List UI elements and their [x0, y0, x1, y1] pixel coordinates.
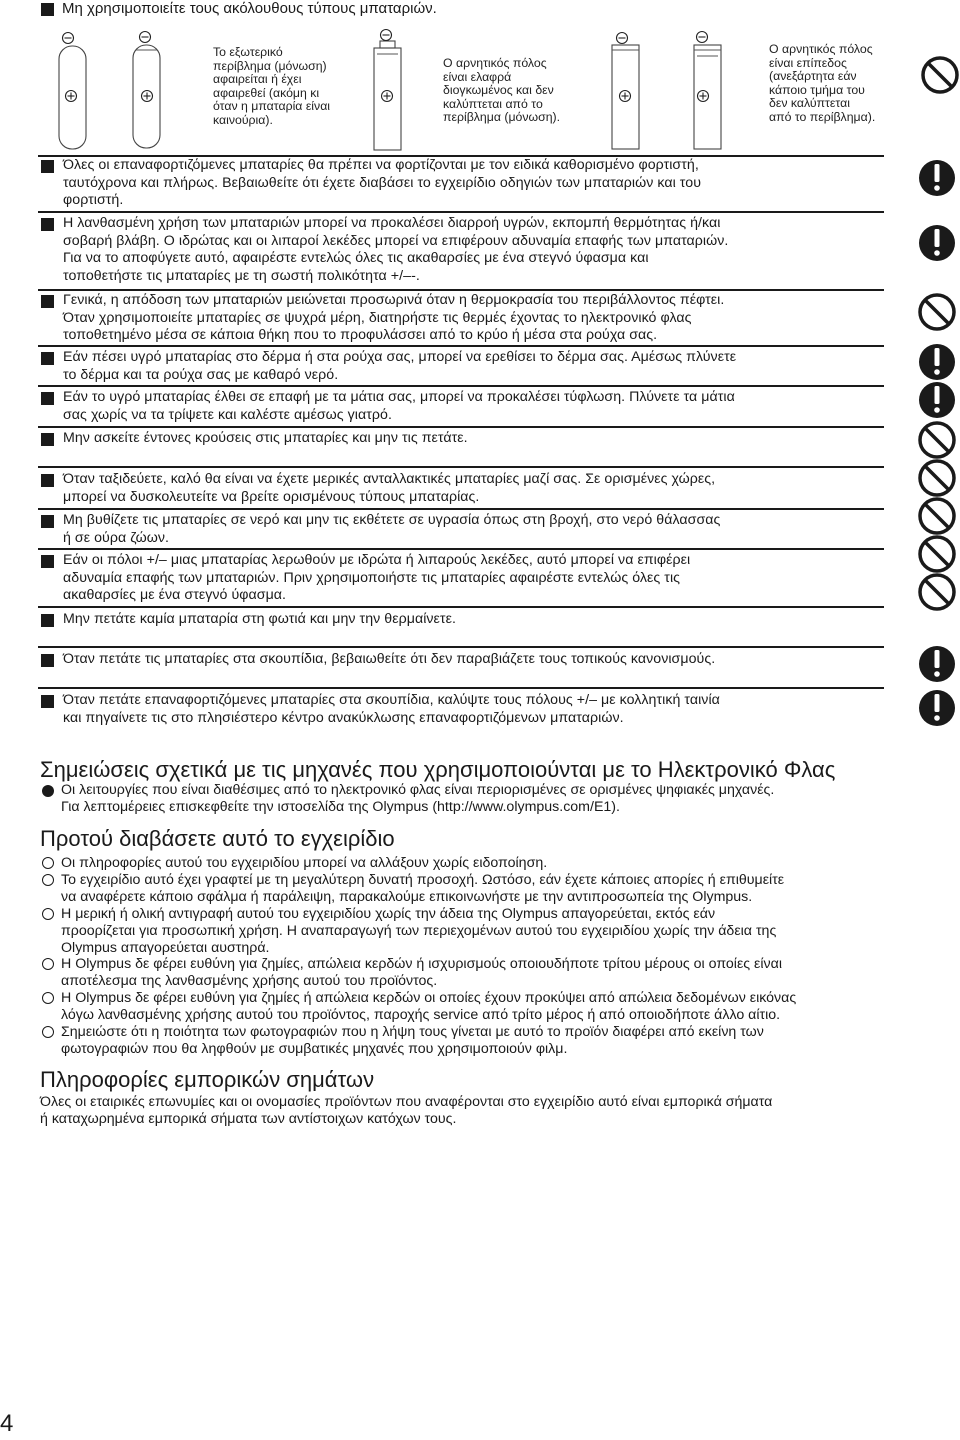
warning-divider	[38, 426, 884, 428]
prohibition-icon	[920, 423, 954, 457]
bullet-circle-icon	[42, 958, 54, 970]
exclamation-icon	[919, 646, 955, 682]
battery-raised-terminal	[380, 41, 395, 48]
bullet-circle-icon	[42, 992, 54, 1004]
warning-item: Όταν πετάτε επαναφορτιζόμενες μπαταρίες στα σκουπίδια, καλύψτε τους πόλους +/– με κολλητική ταινία και πηγαίνετε τις στο πλησιέστερο κέντρο ανακύκλωσης επαναφορτιζόμενων μπαταριών.	[63, 692, 720, 726]
exclamation-icon	[919, 344, 955, 380]
list-item: Η Olympus δε φέρει ευθύνη για ζημίες ή απώλεια κερδών οι οποίες έχουν προκύψει από απώλεια δεδομένων εικόνας λόγω λανθασμένης χρήσης αυτού του προϊόντος, παροχής service από τρίτο μέρος ή από οποιοδήποτε άλλο αίτιο.	[61, 990, 797, 1024]
bullet-square-icon	[41, 392, 54, 405]
list-item: Η Olympus δε φέρει ευθύνη για ζημίες, απώλεια κερδών ή ισχυρισμούς οποιουδήποτε τρίτου μέρους οι οποίες είναι αποτέλεσμα της λανθασμένης χρήσης αυτού του προϊόντος.	[61, 956, 782, 990]
list-item: Σημειώστε ότι η ποιότητα των φωτογραφιών που η λήψη τους γίνεται με αυτό το προϊόν διαφέρει από εκείνη των φωτογραφιών που θα ληφθούν με συμβατικές μηχανές που χρησιμοποιούν φιλμ.	[61, 1024, 764, 1058]
warning-divider	[38, 289, 884, 291]
prohibition-icon	[920, 461, 954, 495]
warning-item: Μη βυθίζετε τις μπαταρίες σε νερό και μην τις εκθέτετε σε υγρασία όπως στη βροχή, στο νερό θάλασσας ή σε ούρα ζώων.	[63, 512, 721, 546]
warning-item: Η λανθασμένη χρήση των μπαταριών μπορεί να προκαλέσει διαρροή υγρών, εκπομπή θερμότητας ή/και σοβαρή βλάβη. Ο ιδρώτας και οι λιπαροί λεκέδες μπορεί να επιφέρουν αδυναμία επαφής των μπαταριών. Για να το αποφύγετε αυτό, αφαιρέστε εντελώς όλες τις ακαθαρσίες με ένα στεγνό ύφασμα και τοποθετήστε τις μπαταρίες με τη σωστή πολικότητα +/–-.	[63, 215, 729, 284]
bullet-square-icon	[41, 218, 54, 231]
bullet-square-icon	[41, 614, 54, 627]
prohibition-icon	[923, 58, 957, 92]
bullet-square-icon	[41, 352, 54, 365]
battery-caption-1: Το εξωτερικό περίβλημα (μόνωση) αφαιρείται ή έχει αφαιρεθεί (ακόμη κι όταν η μπαταρία είναι καινούρια).	[213, 45, 331, 127]
prohibition-icon	[920, 575, 954, 609]
warning-divider	[38, 548, 884, 550]
list-item: Οι πληροφορίες αυτού του εγχειριδίου μπορεί να αλλάξουν χωρίς ειδοποίηση.	[61, 855, 548, 871]
flash-notes-text: Οι λειτουργίες που είναι διαθέσιμες από το ηλεκτρονικό φλας είναι περιορισμένες σε ορισμένες ψηφιακές μηχανές. Για λεπτομέρειες επισκεφθείτε την ιστοσελίδα της Olympus (http://www.olympus.com/E1).	[61, 782, 775, 816]
bullet-square-icon	[41, 515, 54, 528]
exclamation-icon	[919, 160, 955, 196]
trademarks-heading: Πληροφορίες εμπορικών σημάτων	[40, 1067, 375, 1092]
bullet-circle-icon	[42, 908, 54, 920]
flash-notes-heading: Σημειώσεις σχετικά με τις μηχανές που χρησιμοποιούνται με το Ηλεκτρονικό Φλας	[40, 757, 836, 782]
battery-caption-3: Ο αρνητικός πόλος είναι επίπεδος (ανεξάρτητα εάν κάποιο τμήμα του δεν καλύπτεται από το περίβλημα).	[769, 42, 876, 124]
warning-divider	[38, 345, 884, 347]
prohibition-icon	[920, 499, 954, 533]
warning-item: Μην πετάτε καμία μπαταρία στη φωτιά και μην την θερμαίνετε.	[63, 611, 456, 627]
warning-item: Όταν πετάτε τις μπαταρίες στα σκουπίδια, βεβαιωθείτε ότι δεν παραβιάζετε τους τοπικούς κανονισμούς.	[63, 651, 716, 667]
batteries-heading: Μη χρησιμοποιείτε τους ακόλουθους τύπους μπαταριών.	[62, 0, 437, 17]
warning-item: Μην ασκείτε έντονες κρούσεις στις μπαταρίες και μην τις πετάτε.	[63, 430, 468, 446]
warning-item: Εάν το υγρό μπαταρίας έλθει σε επαφή με τα μάτια σας, μπορεί να προκαλέσει τύφλωση. Πλύνετε τα μάτια σας χωρίς να τα τρίψετε και καλέστε αμέσως γιατρό.	[63, 389, 735, 423]
list-item: Η μερική ή ολική αντιγραφή αυτού του εγχειριδίου χωρίς την άδεια της Olympus απαγορεύεται, εκτός εάν προορίζεται για προσωπική χρήση. Η αναπαραγωγή των περιεχομένων αυτού του εγχειριδίου χωρίς την άδεια της Olympus απαγορεύεται αυστηρά.	[61, 906, 777, 957]
warning-divider	[38, 211, 884, 213]
trademarks-text: Όλες οι εταιρικές επωνυμίες και οι ονομασίες προϊόντων που αναφέρονται στο εγχειρίδιο αυτό είναι εμπορικά σήματα ή καταχωρημένα εμπορικά σήματα των αντίστοιχων κατόχων τους.	[40, 1094, 773, 1128]
before-reading-heading: Προτού διαβάσετε αυτό το εγχειρίδιο	[40, 826, 395, 851]
warning-symbols-column	[915, 150, 960, 740]
bullet-square-icon	[41, 555, 54, 568]
exclamation-icon	[919, 225, 955, 261]
bullet-square-icon	[41, 160, 54, 173]
bullet-circle-icon	[42, 874, 54, 886]
battery-caption-2: Ο αρνητικός πόλος είναι ελαφρά διογκωμένος και δεν καλύπτεται από το περίβλημα (μόνωση).	[443, 56, 561, 125]
bullet-square-icon	[41, 295, 54, 308]
warning-item: Εάν οι πόλοι +/– μιας μπαταρίας λερωθούν με ιδρώτα ή λιπαρούς λεκέδες, αυτό μπορεί να επιφέρει αδυναμία επαφής των μπαταριών. Πριν χρησιμοποιήστε τις μπαταρίες αφαιρέστε εντελώς όλες τις ακαθαρσίες με ένα στεγνό ύφασμα.	[63, 552, 691, 604]
warning-divider	[38, 687, 884, 689]
warning-item: Όλες οι επαναφορτιζόμενες μπαταρίες θα πρέπει να φορτίζονται με τον ειδικά καθορισμένο φορτιστή, ταυτόχρονα και πλήρως. Βεβαιωθείτε ότι έχετε διαβάσει το εγχειρίδιο οδηγιών των μπαταριών και του φορτιστή.	[63, 157, 701, 209]
bullet-square-icon	[41, 654, 54, 667]
prohibition-icon	[920, 537, 954, 571]
bullet-square-icon	[41, 433, 54, 446]
warning-divider	[38, 466, 884, 468]
page-number: 4	[0, 1410, 14, 1437]
warning-divider	[38, 606, 884, 608]
warning-item: Γενικά, η απόδοση των μπαταριών μειώνεται προσωρινά όταν η θερμοκρασία του περιβάλλοντος πέφτει. Όταν χρησιμοποιείτε μπαταρίες σε ψυχρά μέρη, διατηρήστε τις θερμές έχοντας το ηλεκτρονικό φλας τοποθετημένο μέσα σε κάποια θήκη που το προφυλάσσει από το κρύο ή μέσα στα ρούχα σας.	[63, 292, 725, 344]
bullet-circle-icon	[42, 857, 54, 869]
bullet-circle-icon	[42, 1026, 54, 1038]
bullet-square-icon	[41, 474, 54, 487]
warning-divider	[38, 385, 884, 387]
bullet-dot-icon	[42, 785, 54, 797]
warning-item: Εάν πέσει υγρό μπαταρίας στο δέρμα ή στα ρούχα σας, μπορεί να ερεθίσει το δέρμα σας. Αμέσως πλύνετε το δέρμα και τα ρούχα σας με καθαρό νερό.	[63, 349, 737, 383]
bullet-square-icon	[41, 695, 54, 708]
battery-no-insulation-icon	[59, 46, 86, 149]
warning-divider	[38, 646, 884, 648]
warning-item: Όταν ταξιδεύετε, καλό θα είναι να έχετε μερικές ανταλλακτικές μπαταρίες μαζί σας. Σε ορισμένες χώρες, μπορεί να δυσκολευτείτε να βρείτε ορισμένους τύπους μπαταρίας.	[63, 471, 716, 505]
warning-divider	[38, 508, 884, 510]
exclamation-icon	[919, 690, 955, 726]
list-item: Το εγχειρίδιο αυτό έχει γραφτεί με τη μεγαλύτερη δυνατή προσοχή. Ωστόσο, εάν έχετε κάποιες απορίες ή επιθυμείτε να αναφέρετε κάποιο σφάλμα ή παράλειψη, παρακαλούμε επικοινωνήστε με την αντιπροσωπεία της Olympus.	[61, 872, 785, 906]
exclamation-icon	[919, 382, 955, 418]
prohibition-icon	[920, 295, 954, 329]
